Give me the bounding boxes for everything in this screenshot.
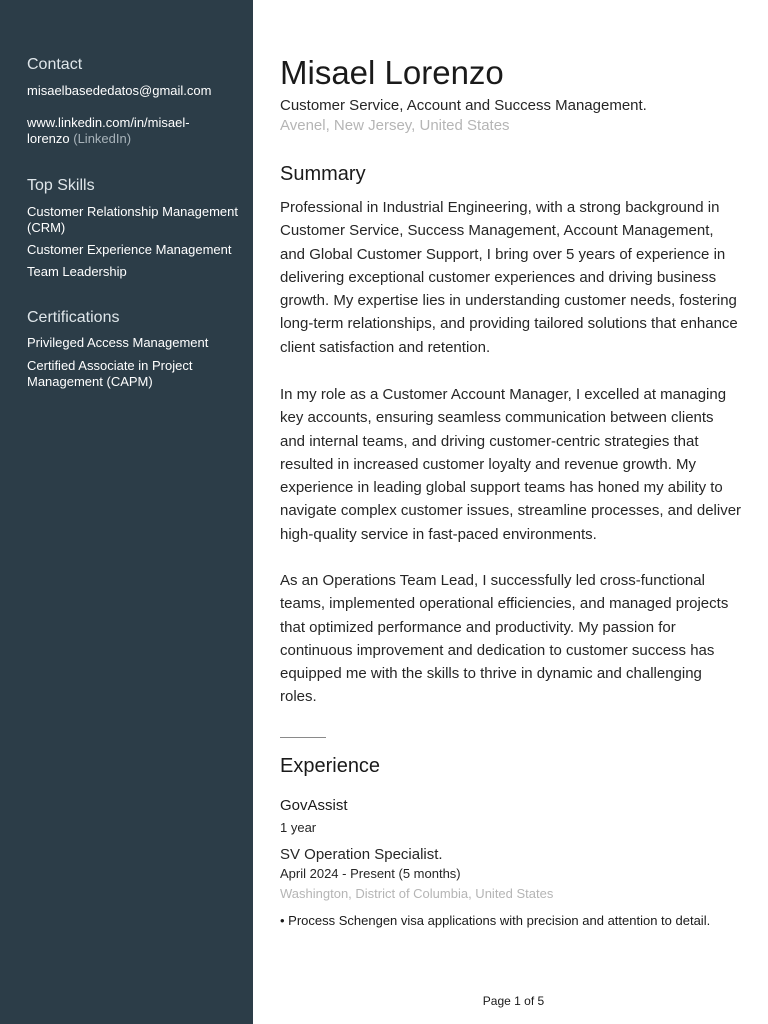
skill-item: Customer Relationship Management (CRM) (27, 204, 238, 235)
top-skills-heading: Top Skills (27, 177, 95, 194)
certifications-section (27, 308, 242, 389)
certification-item: Privileged Access Management (27, 335, 209, 350)
summary-paragraph: As an Operations Team Lead, I successfully led cross-functional teams, implemented operational efficiencies, and managed projects that optimized performance and productivity. My passion for continuous improvement and dedication to customer success has equipped me with the skills to thrive in dynamic and challenging roles. (280, 572, 729, 706)
job-location: Washington, District of Columbia, United States (280, 886, 554, 901)
contact-section (27, 55, 242, 146)
summary-paragraph: Professional in Industrial Engineering, with a strong background in Customer Service, Success Management, Account Management, and Global Customer Support, I bring over 5 years of experience in delivering exceptional customer experiences and driving business growth. My expertise lies in understanding customer needs, fostering long-term relationships, and providing tailored solutions that enhance client satisfaction and retention. (280, 199, 738, 356)
contact-linkedin[interactable] (27, 115, 242, 147)
page-footer (253, 993, 768, 1009)
summary-heading: Summary (280, 163, 366, 185)
section-divider (280, 737, 326, 738)
sidebar (0, 0, 253, 1024)
job-title: SV Operation Specialist. (280, 846, 443, 863)
top-skills-section (27, 176, 242, 279)
job-bullet: • Process Schengen visa applications with precision and attention to detail. (280, 913, 711, 928)
profile-name: Misael Lorenzo (280, 54, 504, 91)
linkedin-label: (LinkedIn) (69, 131, 132, 146)
certifications-heading: Certifications (27, 309, 120, 326)
linkedin-url-line1[interactable]: www.linkedin.com/in/misael- (27, 115, 190, 130)
skill-item: Customer Experience Management (27, 242, 232, 257)
certification-item: Certified Associate in Project Management (CAPM) (27, 358, 193, 389)
skill-item: Team Leadership (27, 264, 127, 279)
summary-paragraph: In my role as a Customer Account Manager, I excelled at managing key accounts, ensuring seamless communication between clients and internal teams, and driving customer-centric strategies that resulted in increased customer loyalty and revenue growth. My experience in leading global support teams has honed my ability to navigate complex customer issues, streamline processes, and deliver high-quality service in fast-paced environments. (280, 386, 742, 543)
contact-heading: Contact (27, 56, 83, 73)
job-dates: April 2024 - Present (5 months) (280, 866, 461, 881)
profile-location: Avenel, New Jersey, United States (280, 117, 510, 134)
company-name: GovAssist (280, 797, 348, 814)
experience-heading: Experience (280, 755, 381, 777)
linkedin-url-line2[interactable]: lorenzo (27, 131, 70, 146)
company-duration: 1 year (280, 820, 317, 835)
page-number: Page 1 of 5 (482, 994, 545, 1008)
profile-headline: Customer Service, Account and Success Management. (280, 97, 647, 114)
contact-email[interactable]: misaelbasededatos@gmail.com (27, 83, 212, 98)
